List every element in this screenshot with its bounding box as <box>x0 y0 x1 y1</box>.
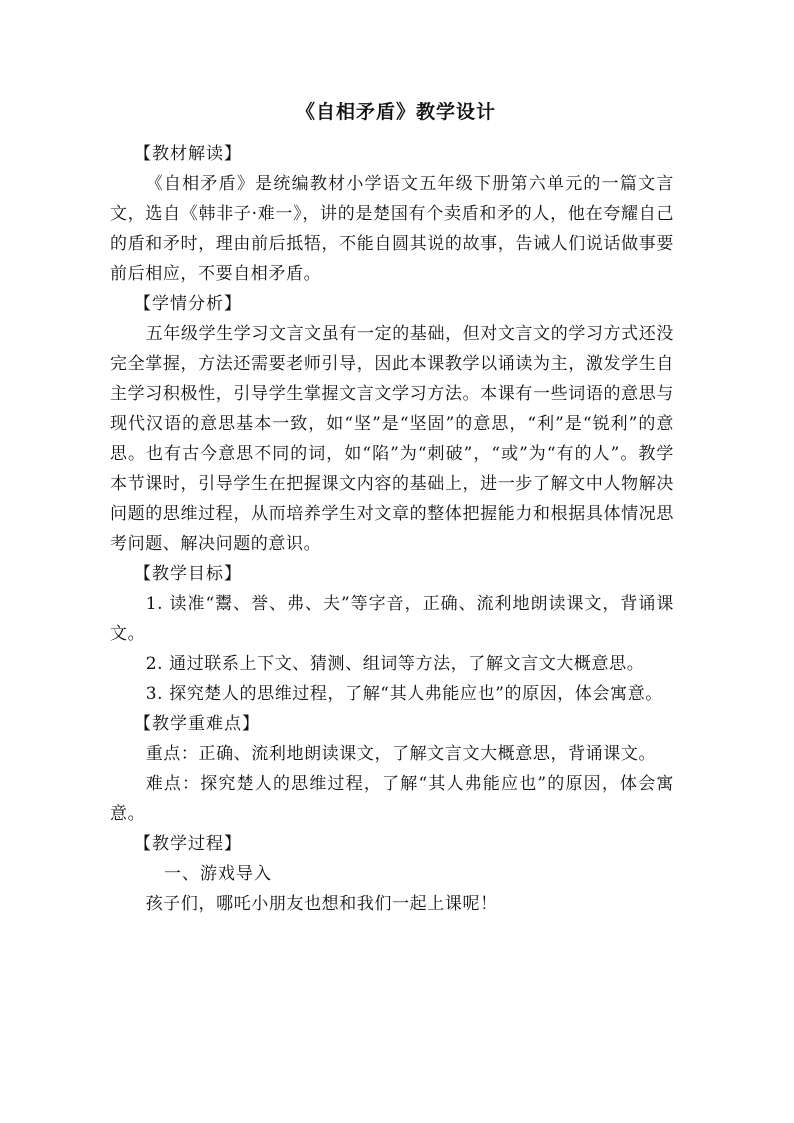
page-title: 《自相矛盾》教学设计 <box>295 101 496 123</box>
paragraph-textbook: 《自相矛盾》是统编教材小学语文五年级下册第六单元的一篇文言文，选自《韩非子·难一》，讲的是楚国有个卖盾和矛的人，他在夸耀自己的盾和矛时，理由前后抵牾，不能自圆其说的故事，告诫人们说话做事要前后相应，不要自相矛盾。 <box>110 174 674 284</box>
section-heading-goals: 【教学目标】 <box>134 564 242 584</box>
section-heading-process: 【教学过程】 <box>134 834 242 854</box>
goal-item-1: 1. 读准“鬻、誉、弗、夫”等字音，正确、流利地朗读课文，背诵课文。 <box>110 594 674 644</box>
section-heading-key-points: 【教学重难点】 <box>134 714 260 734</box>
paragraph-difficult-point: 难点：探究楚人的思维过程，了解“其人弗能应也”的原因，体会寓意。 <box>110 774 674 824</box>
section-heading-textbook: 【教材解读】 <box>134 144 242 164</box>
paragraph-key-point: 重点：正确、流利地朗读课文，了解文言文大概意思，背诵课文。 <box>145 744 657 764</box>
section-heading-student: 【学情分析】 <box>134 294 242 314</box>
paragraph-student: 五年级学生学习文言文虽有一定的基础，但对文言文的学习方式还没完全掌握，方法还需要老师引导，因此本课教学以诵读为主，激发学生自主学习积极性，引导学生掌握文言文学习方法。本课有一些词语的意思与现代汉语的意思基本一致，如“坚”是“坚固”的意思，“利”是“锐利”的意思。也有古今意思不同的词，如“陷”为“刺破”，“或”为“有的人”。教学本节课时，引导学生在把握课文内容的基础上，进一步了解文中人物解决问题的思维过程，从而培养学生对文章的整体把握能力和根据具体情况思考问题、解决问题的意识。 <box>110 324 674 554</box>
process-step-heading: 一、游戏导入 <box>164 864 272 884</box>
goal-item-3: 3. 探究楚人的思维过程，了解“其人弗能应也”的原因，体会寓意。 <box>145 684 663 704</box>
goal-item-2: 2. 通过联系上下文、猜测、组词等方法，了解文言文大概意思。 <box>145 654 645 674</box>
paragraph-process: 孩子们，哪吒小朋友也想和我们一起上课呢！ <box>145 894 498 914</box>
